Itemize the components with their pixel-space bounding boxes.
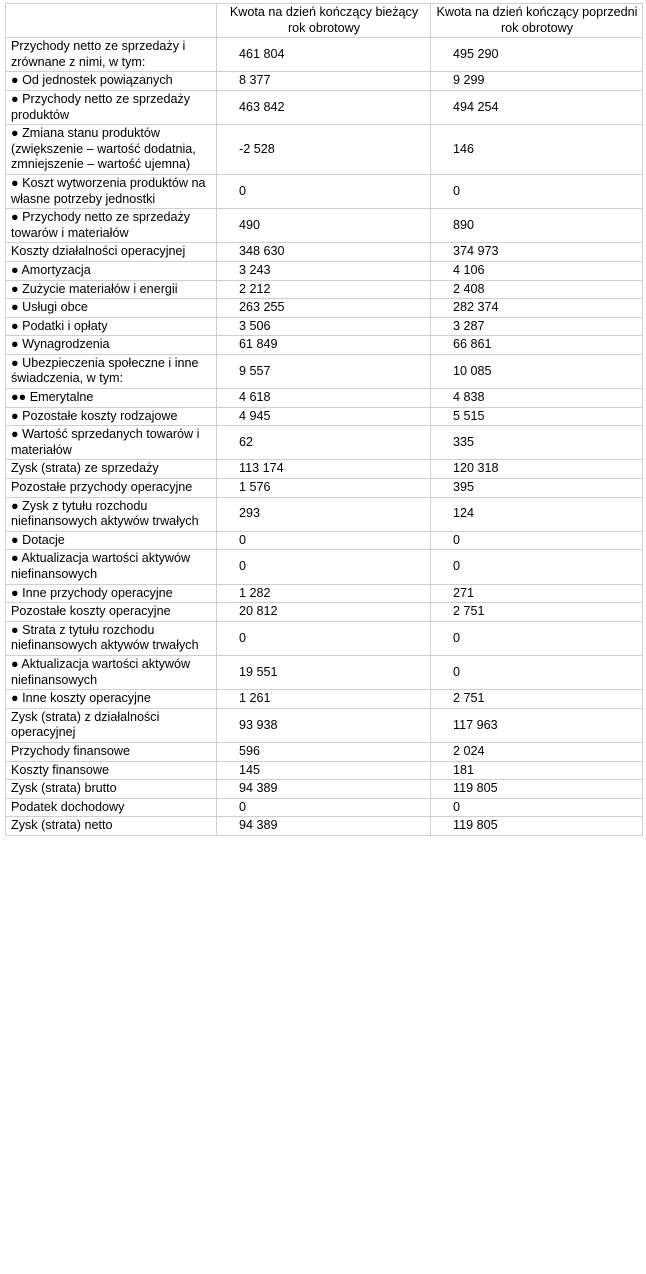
row-current-value: 1 576 <box>217 479 431 498</box>
table-row <box>6 621 643 655</box>
table-row <box>6 261 643 280</box>
table-row <box>6 209 643 243</box>
row-label: ● Strata z tytułu rozchodu niefinansowych aktywów trwałych <box>6 621 217 655</box>
table-row <box>6 407 643 426</box>
row-previous-value: 374 973 <box>431 243 643 262</box>
row-previous-value: 2 408 <box>431 280 643 299</box>
row-label: Pozostałe koszty operacyjne <box>6 603 217 622</box>
header-current-year: Kwota na dzień kończący bieżący rok obrotowy <box>217 4 431 38</box>
table-row <box>6 336 643 355</box>
row-current-value: 263 255 <box>217 299 431 318</box>
row-label: ● Wynagrodzenia <box>6 336 217 355</box>
row-label: Podatek dochodowy <box>6 798 217 817</box>
row-current-value: 293 <box>217 497 431 531</box>
row-current-value: 0 <box>217 531 431 550</box>
table-row <box>6 460 643 479</box>
row-label: ● Amortyzacja <box>6 261 217 280</box>
table-row <box>6 708 643 742</box>
row-current-value: 62 <box>217 426 431 460</box>
row-previous-value: 494 254 <box>431 90 643 124</box>
financial-table <box>5 3 643 836</box>
table-row <box>6 817 643 836</box>
header-label-column <box>6 4 217 38</box>
row-previous-value: 120 318 <box>431 460 643 479</box>
table-row <box>6 742 643 761</box>
row-previous-value: 5 515 <box>431 407 643 426</box>
table-row <box>6 761 643 780</box>
row-current-value: 596 <box>217 742 431 761</box>
row-previous-value: 124 <box>431 497 643 531</box>
table-row <box>6 690 643 709</box>
row-current-value: 93 938 <box>217 708 431 742</box>
row-previous-value: 2 751 <box>431 603 643 622</box>
table-row <box>6 389 643 408</box>
row-label: ●● Emerytalne <box>6 389 217 408</box>
row-previous-value: 4 838 <box>431 389 643 408</box>
table-row <box>6 497 643 531</box>
row-label: Przychody netto ze sprzedaży i zrównane z nimi, w tym: <box>6 38 217 72</box>
table-row <box>6 38 643 72</box>
row-previous-value: 119 805 <box>431 817 643 836</box>
row-label: Zysk (strata) ze sprzedaży <box>6 460 217 479</box>
table-row <box>6 125 643 175</box>
row-label: ● Przychody netto ze sprzedaży towarów i materiałów <box>6 209 217 243</box>
row-previous-value: 0 <box>431 798 643 817</box>
row-previous-value: 2 024 <box>431 742 643 761</box>
row-current-value: 3 506 <box>217 317 431 336</box>
row-previous-value: 10 085 <box>431 354 643 388</box>
row-previous-value: 66 861 <box>431 336 643 355</box>
row-current-value: 2 212 <box>217 280 431 299</box>
row-current-value: 1 282 <box>217 584 431 603</box>
row-previous-value: 0 <box>431 531 643 550</box>
row-current-value: 0 <box>217 174 431 208</box>
table-row <box>6 243 643 262</box>
row-current-value: 461 804 <box>217 38 431 72</box>
table-row <box>6 174 643 208</box>
row-previous-value: 3 287 <box>431 317 643 336</box>
row-current-value: 348 630 <box>217 243 431 262</box>
row-previous-value: 9 299 <box>431 72 643 91</box>
row-label: ● Usługi obce <box>6 299 217 318</box>
row-previous-value: 0 <box>431 655 643 689</box>
row-label: ● Aktualizacja wartości aktywów niefinansowych <box>6 550 217 584</box>
row-current-value: 0 <box>217 550 431 584</box>
row-current-value: 0 <box>217 621 431 655</box>
table-row <box>6 780 643 799</box>
row-label: ● Aktualizacja wartości aktywów niefinansowych <box>6 655 217 689</box>
table-row <box>6 280 643 299</box>
table-row <box>6 479 643 498</box>
row-current-value: 61 849 <box>217 336 431 355</box>
row-previous-value: 181 <box>431 761 643 780</box>
row-current-value: 94 389 <box>217 817 431 836</box>
row-current-value: 4 618 <box>217 389 431 408</box>
row-previous-value: 2 751 <box>431 690 643 709</box>
row-previous-value: 890 <box>431 209 643 243</box>
row-current-value: 463 842 <box>217 90 431 124</box>
row-current-value: 9 557 <box>217 354 431 388</box>
row-current-value: 3 243 <box>217 261 431 280</box>
table-row <box>6 317 643 336</box>
table-row <box>6 354 643 388</box>
table-row <box>6 655 643 689</box>
row-current-value: 4 945 <box>217 407 431 426</box>
row-label: Pozostałe przychody operacyjne <box>6 479 217 498</box>
row-current-value: 490 <box>217 209 431 243</box>
row-previous-value: 117 963 <box>431 708 643 742</box>
row-previous-value: 0 <box>431 550 643 584</box>
table-row <box>6 299 643 318</box>
header-row <box>6 4 643 38</box>
row-label: ● Ubezpieczenia społeczne i inne świadczenia, w tym: <box>6 354 217 388</box>
row-label: Zysk (strata) brutto <box>6 780 217 799</box>
row-label: ● Zużycie materiałów i energii <box>6 280 217 299</box>
row-label: ● Koszt wytworzenia produktów na własne potrzeby jednostki <box>6 174 217 208</box>
table-row <box>6 584 643 603</box>
row-previous-value: 146 <box>431 125 643 175</box>
row-current-value: 0 <box>217 798 431 817</box>
row-previous-value: 495 290 <box>431 38 643 72</box>
row-current-value: 19 551 <box>217 655 431 689</box>
row-previous-value: 395 <box>431 479 643 498</box>
row-current-value: 20 812 <box>217 603 431 622</box>
row-current-value: 113 174 <box>217 460 431 479</box>
row-previous-value: 335 <box>431 426 643 460</box>
row-previous-value: 271 <box>431 584 643 603</box>
table-row <box>6 531 643 550</box>
row-label: ● Dotacje <box>6 531 217 550</box>
row-current-value: 8 377 <box>217 72 431 91</box>
row-label: ● Podatki i opłaty <box>6 317 217 336</box>
row-label: ● Inne przychody operacyjne <box>6 584 217 603</box>
row-label: Zysk (strata) z działalności operacyjnej <box>6 708 217 742</box>
table-row <box>6 72 643 91</box>
row-current-value: 1 261 <box>217 690 431 709</box>
row-label: Koszty działalności operacyjnej <box>6 243 217 262</box>
header-previous-year: Kwota na dzień kończący poprzedni rok obrotowy <box>431 4 643 38</box>
row-previous-value: 0 <box>431 621 643 655</box>
row-label: ● Wartość sprzedanych towarów i materiałów <box>6 426 217 460</box>
row-previous-value: 119 805 <box>431 780 643 799</box>
row-label: ● Zmiana stanu produktów (zwiększenie – wartość dodatnia, zmniejszenie – wartość ujemna) <box>6 125 217 175</box>
row-label: Zysk (strata) netto <box>6 817 217 836</box>
row-previous-value: 4 106 <box>431 261 643 280</box>
row-label: ● Od jednostek powiązanych <box>6 72 217 91</box>
row-label: Koszty finansowe <box>6 761 217 780</box>
row-label: ● Przychody netto ze sprzedaży produktów <box>6 90 217 124</box>
row-label: ● Zysk z tytułu rozchodu niefinansowych aktywów trwałych <box>6 497 217 531</box>
table-row <box>6 90 643 124</box>
row-label: ● Pozostałe koszty rodzajowe <box>6 407 217 426</box>
table-row <box>6 426 643 460</box>
row-previous-value: 0 <box>431 174 643 208</box>
row-current-value: -2 528 <box>217 125 431 175</box>
table-row <box>6 798 643 817</box>
row-label: Przychody finansowe <box>6 742 217 761</box>
row-previous-value: 282 374 <box>431 299 643 318</box>
row-current-value: 94 389 <box>217 780 431 799</box>
row-current-value: 145 <box>217 761 431 780</box>
table-row <box>6 550 643 584</box>
table-row <box>6 603 643 622</box>
row-label: ● Inne koszty operacyjne <box>6 690 217 709</box>
